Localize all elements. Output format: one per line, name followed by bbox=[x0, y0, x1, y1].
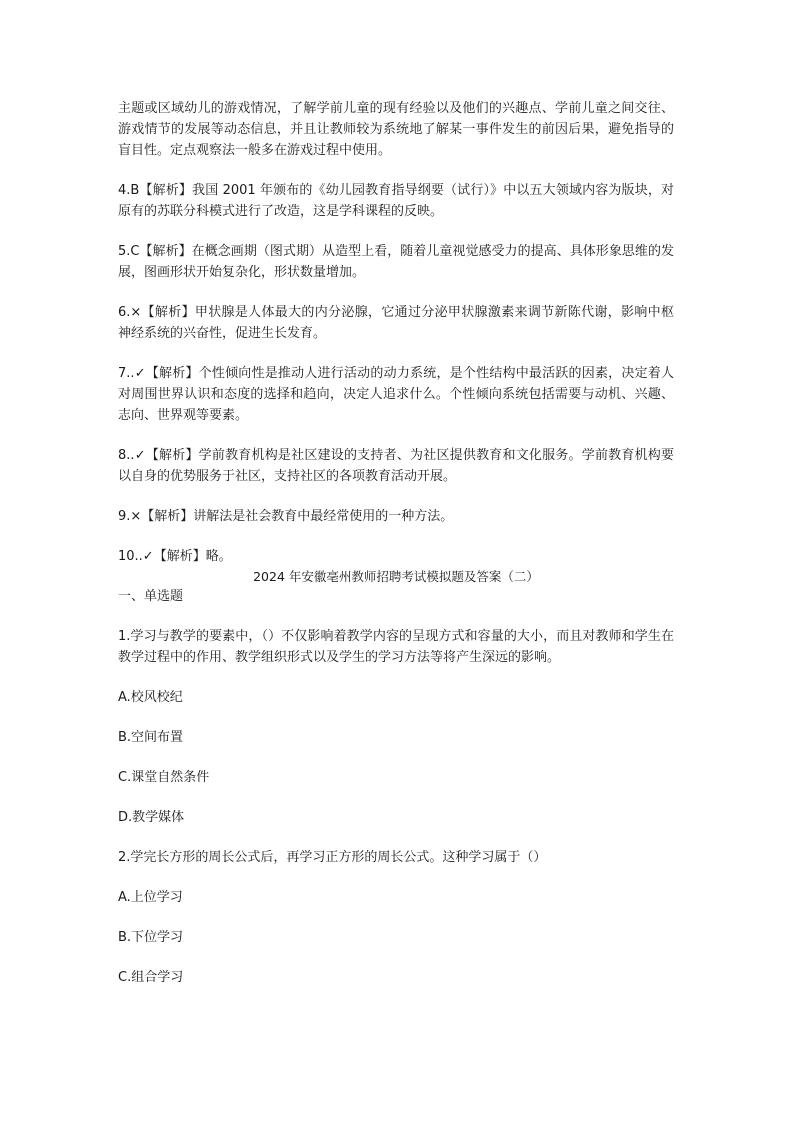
exam-title: 2024 年安徽亳州教师招聘考试模拟题及答案（二） bbox=[253, 569, 539, 584]
question-1-option-d: D.教学媒体 bbox=[118, 810, 185, 825]
question-1-option-c: C.课堂自然条件 bbox=[118, 770, 210, 785]
document-page bbox=[118, 98, 674, 988]
answer-5-explanation: 5.C【解析】在概念画期（图式期）从造型上看，随着儿童视觉感受力的提高、具体形象思维的发展，图画形状开始复杂化，形状数量增加。 bbox=[118, 244, 674, 280]
question-1-stem: 1.学习与教学的要素中，（）不仅影响着教学内容的呈现方式和容量的大小，而且对教师和学生在教学过程中的作用、教学组织形式以及学生的学习方法等将产生深远的影响。 bbox=[118, 629, 674, 665]
question-2-stem: 2.学完长方形的周长公式后，再学习正方形的周长公式。这种学习属于（） bbox=[118, 850, 547, 865]
question-1-option-b: B.空间布置 bbox=[118, 730, 184, 745]
answer-9-explanation: 9.×【解析】讲解法是社会教育中最经常使用的一种方法。 bbox=[118, 509, 454, 524]
question-2-option-a: A.上位学习 bbox=[118, 890, 183, 905]
question-2-option-b: B.下位学习 bbox=[118, 930, 184, 945]
question-1-option-a: A.校风校纪 bbox=[118, 690, 183, 705]
answer-paragraph-continued: 主题或区域幼儿的游戏情况，了解学前儿童的现有经验以及他们的兴趣点、学前儿童之间交往、游戏情节的发展等动态信息，并且让教师较为系统地了解某一事件发生的前因后果，避免指导的盲目性。定点观察法一般多在游戏过程中使用。 bbox=[118, 101, 674, 158]
answer-6-explanation: 6.×【解析】甲状腺是人体最大的内分泌腺，它通过分泌甲状腺激素来调节新陈代谢，影响中枢神经系统的兴奋性，促进生长发育。 bbox=[118, 305, 674, 341]
answer-4-explanation: 4.B【解析】我国 2001 年颁布的《幼儿园教育指导纲要（试行）》中以五大领域内容为版块，对原有的苏联分科模式进行了改造，这是学科课程的反映。 bbox=[118, 183, 674, 219]
answer-10-explanation: 10..✓【解析】略。 bbox=[118, 549, 232, 564]
question-2-option-c: C.组合学习 bbox=[118, 970, 184, 985]
section-heading: 一、单选题 bbox=[118, 589, 184, 604]
answer-8-explanation: 8..✓【解析】学前教育机构是社区建设的支持者、为社区提供教育和文化服务。学前教育机构要以自身的优势服务于社区，支持社区的各项教育活动开展。 bbox=[118, 448, 674, 484]
answer-7-explanation: 7..✓【解析】个性倾向性是推动人进行活动的动力系统，是个性结构中最活跃的因素，决定着人对周围世界认识和态度的选择和趋向，决定人追求什么。个性倾向系统包括需要与动机、兴趣、志向、世界观等要素。 bbox=[118, 366, 674, 423]
